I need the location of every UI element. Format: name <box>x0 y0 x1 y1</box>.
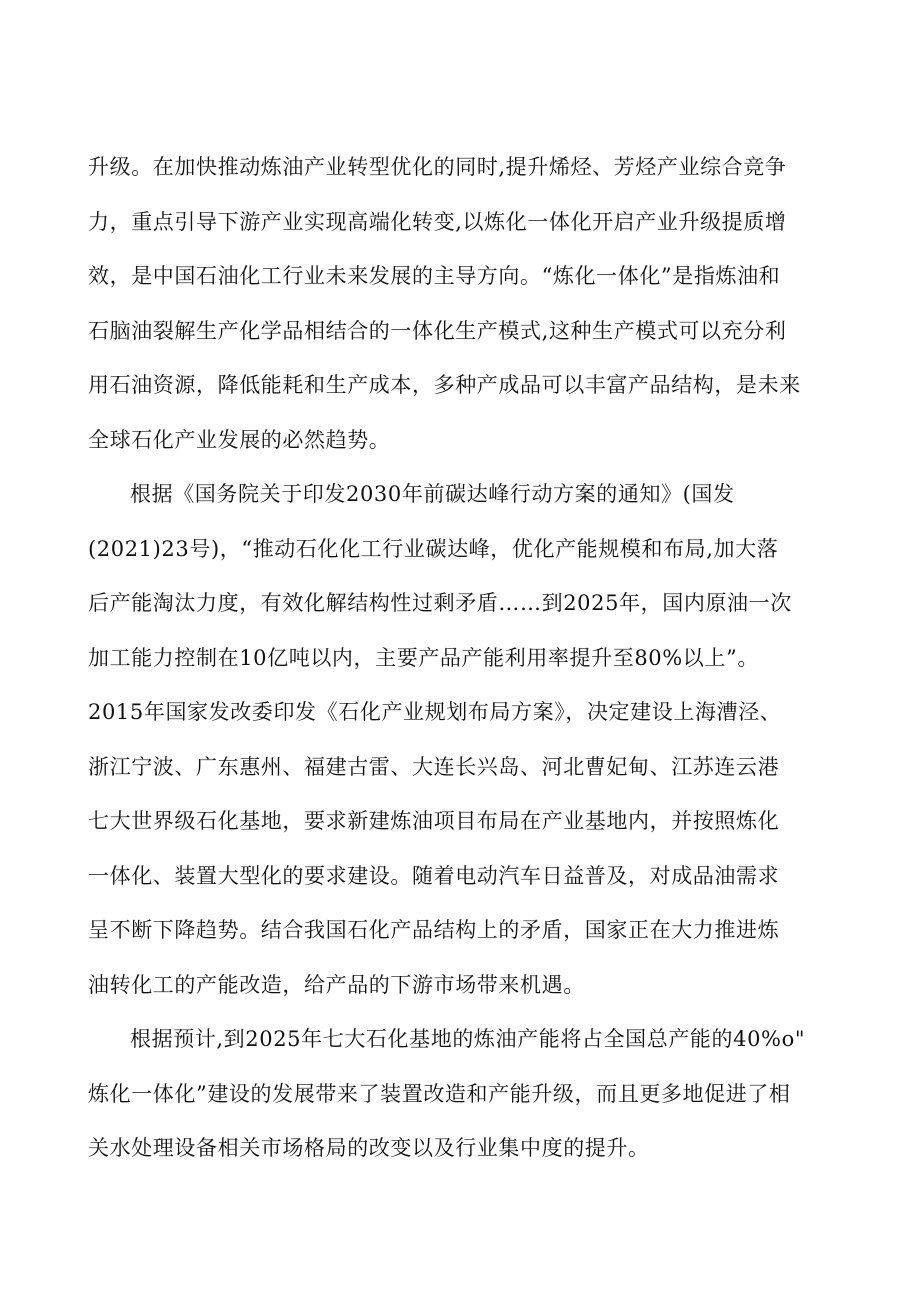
document-body <box>88 140 840 1176</box>
text-line: 浙江宁波、广东惠州、福建古雷、大连长兴岛、河北曹妃甸、江苏连云港 <box>88 754 780 779</box>
text-line: 加工能力控制在10亿吨以内，主要产品产能利用率提升至80%以上”。 <box>88 645 759 670</box>
text-line: 石脑油裂解生产化学品相结合的一体化生产模式,这种生产模式可以充分利 <box>88 318 787 343</box>
text-line: (2021)23号)，“推动石化化工行业碳达峰，优化产能规模和布局,加大落 <box>88 536 779 561</box>
text-line: 呈不断下降趋势。结合我国石化产品结构上的矛盾，国家正在大力推进炼 <box>88 918 780 942</box>
text-line: 关水处理设备相关市场格局的改变以及行业集中度的提升。 <box>88 1136 650 1160</box>
text-line: 根据预计,到2025年七大石化基地的炼油产能将占全国总产能的40%o" <box>130 1027 806 1051</box>
text-line: 效，是中国石油化工行业未来发展的主导方向。“炼化一体化”是指炼油和 <box>88 264 781 288</box>
text-line: 力，重点引导下游产业实现高端化转变,以炼化一体化开启产业升级提质增 <box>88 209 787 234</box>
text-line: 七大世界级石化基地，要求新建炼油项目布局在产业基地内，并按照炼化 <box>88 809 780 833</box>
text-line: 一体化、装置大型化的要求建设。随着电动汽车日益普及，对成品油需求 <box>88 863 780 888</box>
paragraph-3 <box>88 1012 840 1176</box>
text-line: 根据《国务院关于印发2030年前碳达峰行动方案的通知》(国发 <box>130 482 735 506</box>
text-line: 全球石化产业发展的必然趋势。 <box>88 427 391 452</box>
text-line: 后产能淘汰力度，有效化解结构性过剩矛盾……到2025年，国内原油一次 <box>88 591 792 615</box>
text-line: 用石油资源，降低能耗和生产成本，多种产成品可以丰富产品结构，是未来 <box>88 373 801 397</box>
paragraph-1 <box>88 140 840 467</box>
text-line: 油转化工的产能改造，给产品的下游市场带来机遇。 <box>88 972 585 997</box>
text-line: 炼化一体化”建设的发展带来了装置改造和产能升级，而且更多地促进了相 <box>88 1081 791 1106</box>
paragraph-2 <box>88 467 840 1012</box>
text-line: 升级。在加快推动炼油产业转型优化的同时,提升烯烃、芳烃产业综合竞争 <box>88 155 787 179</box>
text-line: 2015年国家发改委印发《石化产业规划布局方案》，决定建设上海漕泾、 <box>88 700 782 724</box>
